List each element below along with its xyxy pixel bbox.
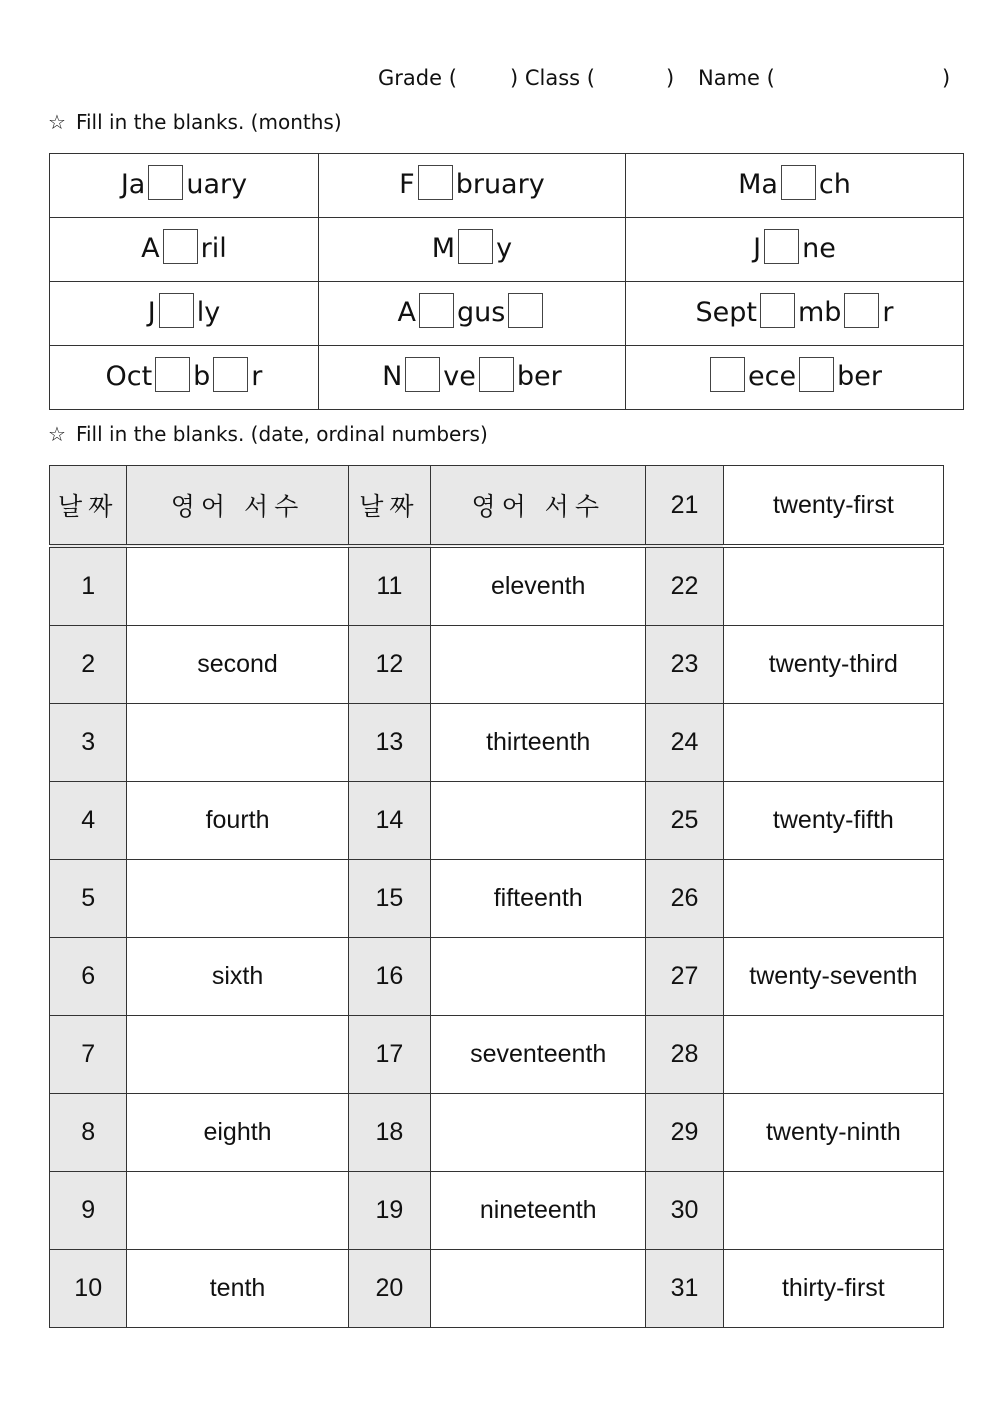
- ordinal-cell: thirty-first: [723, 1250, 943, 1328]
- month-fragment: ber: [516, 361, 562, 392]
- date-cell: 23: [646, 626, 723, 704]
- ordinal-cell[interactable]: [431, 1250, 646, 1328]
- date-cell: 27: [646, 938, 723, 1016]
- ordinal-cell[interactable]: [431, 782, 646, 860]
- month-cell: [318, 154, 625, 218]
- ordinals-row: [50, 1250, 944, 1328]
- month-cell: [625, 282, 963, 346]
- ordinal-cell: nineteenth: [431, 1172, 646, 1250]
- date-cell: 30: [646, 1172, 723, 1250]
- months-row: [50, 282, 964, 346]
- date-cell: 9: [50, 1172, 127, 1250]
- date-cell: 1: [50, 546, 127, 626]
- ordinals-row: [50, 938, 944, 1016]
- month-fragment: M: [431, 233, 456, 264]
- letter-blank[interactable]: [405, 357, 440, 392]
- header-ordinal-1: 영어 서수: [127, 466, 348, 547]
- month-fragment: ber: [837, 361, 882, 392]
- ordinals-row: [50, 626, 944, 704]
- ordinal-cell[interactable]: [723, 860, 943, 938]
- months-table: [49, 153, 964, 410]
- ordinals-table: [49, 465, 944, 1328]
- ordinal-cell[interactable]: [723, 704, 943, 782]
- ordinal-cell[interactable]: [723, 1172, 943, 1250]
- ordinal-cell: fourth: [127, 782, 348, 860]
- ordinal-cell[interactable]: [127, 704, 348, 782]
- ordinals-header-row: [50, 466, 944, 547]
- date-cell: 19: [348, 1172, 430, 1250]
- month-fragment: ve: [443, 361, 476, 392]
- month-fragment: y: [496, 233, 513, 264]
- month-fragment: F: [399, 169, 415, 200]
- date-21: 21: [646, 466, 723, 547]
- letter-blank[interactable]: [508, 293, 543, 328]
- date-cell: 2: [50, 626, 127, 704]
- month-fragment: Ma: [738, 169, 778, 200]
- ordinal-cell: fifteenth: [431, 860, 646, 938]
- date-cell: 6: [50, 938, 127, 1016]
- ordinals-row: [50, 704, 944, 782]
- months-instruction-text: Fill in the blanks. (months): [75, 110, 342, 134]
- ordinal-21: twenty-first: [723, 466, 943, 547]
- student-info-header: [378, 66, 958, 100]
- month-fragment: ne: [802, 233, 836, 264]
- month-fragment: r: [882, 297, 894, 328]
- ordinal-cell[interactable]: [723, 546, 943, 626]
- months-row: [50, 154, 964, 218]
- date-cell: 15: [348, 860, 430, 938]
- header-date-2: 날짜: [348, 466, 430, 547]
- ordinal-cell[interactable]: [431, 626, 646, 704]
- letter-blank[interactable]: [163, 229, 198, 264]
- ordinals-row: [50, 782, 944, 860]
- date-cell: 5: [50, 860, 127, 938]
- ordinals-row: [50, 860, 944, 938]
- letter-blank[interactable]: [458, 229, 493, 264]
- ordinal-cell[interactable]: [127, 860, 348, 938]
- date-cell: 22: [646, 546, 723, 626]
- month-cell: [318, 282, 625, 346]
- ordinals-row: [50, 546, 944, 626]
- date-cell: 13: [348, 704, 430, 782]
- ordinal-cell: seventeenth: [431, 1016, 646, 1094]
- month-fragment: ch: [818, 169, 851, 200]
- letter-blank[interactable]: [479, 357, 514, 392]
- class-close: ): [666, 66, 675, 90]
- month-cell: [50, 282, 319, 346]
- date-cell: 17: [348, 1016, 430, 1094]
- months-instruction: [48, 110, 342, 134]
- month-fragment: Sept: [695, 297, 757, 328]
- letter-blank[interactable]: [213, 357, 248, 392]
- ordinal-cell: second: [127, 626, 348, 704]
- month-fragment: N: [382, 361, 403, 392]
- month-cell: [625, 154, 963, 218]
- date-cell: 12: [348, 626, 430, 704]
- date-cell: 25: [646, 782, 723, 860]
- header-date-1: 날짜: [50, 466, 127, 547]
- ordinal-cell[interactable]: [127, 1172, 348, 1250]
- month-fragment: J: [753, 233, 762, 264]
- date-cell: 28: [646, 1016, 723, 1094]
- ordinals-instruction: [48, 422, 488, 446]
- ordinal-cell: twenty-seventh: [723, 938, 943, 1016]
- month-fragment: r: [251, 361, 263, 392]
- date-cell: 18: [348, 1094, 430, 1172]
- letter-blank[interactable]: [418, 165, 453, 200]
- date-cell: 11: [348, 546, 430, 626]
- letter-blank[interactable]: [155, 357, 190, 392]
- month-fragment: uary: [186, 169, 248, 200]
- month-fragment: Oct: [105, 361, 153, 392]
- letter-blank[interactable]: [781, 165, 816, 200]
- month-fragment: bruary: [455, 169, 545, 200]
- star-icon: ☆: [48, 110, 66, 134]
- ordinal-cell: twenty-third: [723, 626, 943, 704]
- month-cell: [318, 346, 625, 410]
- date-cell: 24: [646, 704, 723, 782]
- date-cell: 10: [50, 1250, 127, 1328]
- months-row: [50, 346, 964, 410]
- date-cell: 8: [50, 1094, 127, 1172]
- date-cell: 4: [50, 782, 127, 860]
- date-cell: 16: [348, 938, 430, 1016]
- date-cell: 14: [348, 782, 430, 860]
- month-cell: [50, 346, 319, 410]
- name-label: Name (: [698, 66, 775, 90]
- month-fragment: Ja: [120, 169, 146, 200]
- ordinals-row: [50, 1094, 944, 1172]
- ordinals-row: [50, 1172, 944, 1250]
- date-cell: 31: [646, 1250, 723, 1328]
- date-cell: 7: [50, 1016, 127, 1094]
- month-fragment: J: [147, 297, 156, 328]
- ordinal-cell: twenty-ninth: [723, 1094, 943, 1172]
- letter-blank[interactable]: [148, 165, 183, 200]
- letter-blank[interactable]: [764, 229, 799, 264]
- month-fragment: ly: [196, 297, 221, 328]
- ordinals-row: [50, 1016, 944, 1094]
- name-close: ): [942, 66, 951, 90]
- grade-label: Grade (: [378, 66, 457, 90]
- date-cell: 26: [646, 860, 723, 938]
- ordinal-cell: eleventh: [431, 546, 646, 626]
- month-cell: [50, 154, 319, 218]
- date-cell: 20: [348, 1250, 430, 1328]
- months-row: [50, 218, 964, 282]
- ordinal-cell[interactable]: [127, 546, 348, 626]
- ordinal-cell[interactable]: [431, 938, 646, 1016]
- month-fragment: gus: [457, 297, 506, 328]
- month-cell: [50, 218, 319, 282]
- ordinal-cell: thirteenth: [431, 704, 646, 782]
- month-cell: [318, 218, 625, 282]
- letter-blank[interactable]: [760, 293, 795, 328]
- month-fragment: ece: [748, 361, 797, 392]
- month-cell: [625, 218, 963, 282]
- ordinal-cell[interactable]: [723, 1016, 943, 1094]
- letter-blank[interactable]: [710, 357, 745, 392]
- ordinal-cell: sixth: [127, 938, 348, 1016]
- letter-blank[interactable]: [159, 293, 194, 328]
- letter-blank[interactable]: [844, 293, 879, 328]
- date-cell: 3: [50, 704, 127, 782]
- letter-blank[interactable]: [419, 293, 454, 328]
- month-fragment: A: [397, 297, 416, 328]
- class-label: ) Class (: [510, 66, 595, 90]
- ordinal-cell[interactable]: [431, 1094, 646, 1172]
- ordinal-cell: eighth: [127, 1094, 348, 1172]
- month-cell: [625, 346, 963, 410]
- star-icon: ☆: [48, 422, 66, 446]
- letter-blank[interactable]: [799, 357, 834, 392]
- date-cell: 29: [646, 1094, 723, 1172]
- ordinal-cell[interactable]: [127, 1016, 348, 1094]
- ordinal-cell: tenth: [127, 1250, 348, 1328]
- month-fragment: b: [193, 361, 211, 392]
- month-fragment: mb: [797, 297, 842, 328]
- month-fragment: ril: [200, 233, 227, 264]
- ordinal-cell: twenty-fifth: [723, 782, 943, 860]
- ordinals-instruction-text: Fill in the blanks. (date, ordinal numbers): [75, 422, 488, 446]
- month-fragment: A: [141, 233, 160, 264]
- header-ordinal-2: 영어 서수: [431, 466, 646, 547]
